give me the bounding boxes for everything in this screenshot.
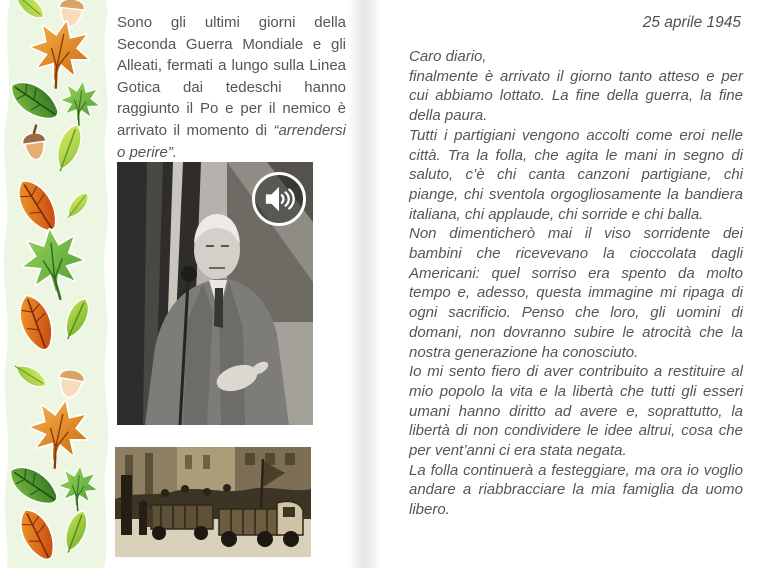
- diary-column: [409, 14, 743, 520]
- page-fold-divider: [347, 0, 381, 568]
- decorative-leaf-border: [0, 0, 114, 568]
- audio-play-button[interactable]: [252, 172, 306, 226]
- diary-paragraph: La folla continuerà a festeggiare, ma ora io voglio andare a riabbracciare la mia famiglia da uomo libero.: [409, 461, 743, 519]
- diary-paragraph: Caro diario,: [409, 48, 487, 65]
- diary-body: [409, 47, 743, 520]
- diary-paragraph: Non dimenticherò mai il viso sorridente dei bambini che ricevevano la cioccolata dagli Americani: quel sorriso era spento da molto tempo e, adesso, questa immagine mi ripaga di ogni sacrificio. Penso che loro, gli uomini di domani, non dovranno subire le atrocità che la nostra generazione ha conosciuto.: [409, 225, 743, 361]
- intro-quote: “arrendersi o perire”.: [117, 121, 346, 161]
- intro-paragraph: [117, 12, 346, 163]
- photo-speaker-portrait: [117, 162, 313, 425]
- diary-date: 25 aprile 1945: [642, 14, 741, 31]
- intro-text: Sono gli ultimi giorni della Seconda Guerra Mondiale e gli Alleati, fermati a lungo sulla Linea Gotica dai tedeschi hanno raggiunto il Po e per il nemico è arrivato il momento di: [117, 14, 346, 139]
- diary-paragraph: Tutti i partigiani vengono accolti come eroi nelle città. Tra la folla, che agita le mani in segno di saluto, c’è chi canta canzoni partigiane, chi piange, chi sventola orgogliosamente la bandiera italiana, chi applaude, chi sorride e chi balla.: [409, 126, 743, 223]
- photo-liberation-trucks: [115, 447, 311, 557]
- diary-paragraph: Io mi sento fiero di aver contribuito a restituire al mio popolo la vita e la libertà che tutti gli esseri umani hanno diritto ad avere e, soprattutto, la libertà di non condividere le idee altrui, cosa che per vent’anni ci era stata negata.: [409, 363, 743, 460]
- diary-paragraph: finalmente è arrivato il giorno tanto atteso e per cui abbiamo lottato. La fine della guerra, la fine della paura.: [409, 67, 743, 125]
- speaker-icon: [263, 184, 295, 214]
